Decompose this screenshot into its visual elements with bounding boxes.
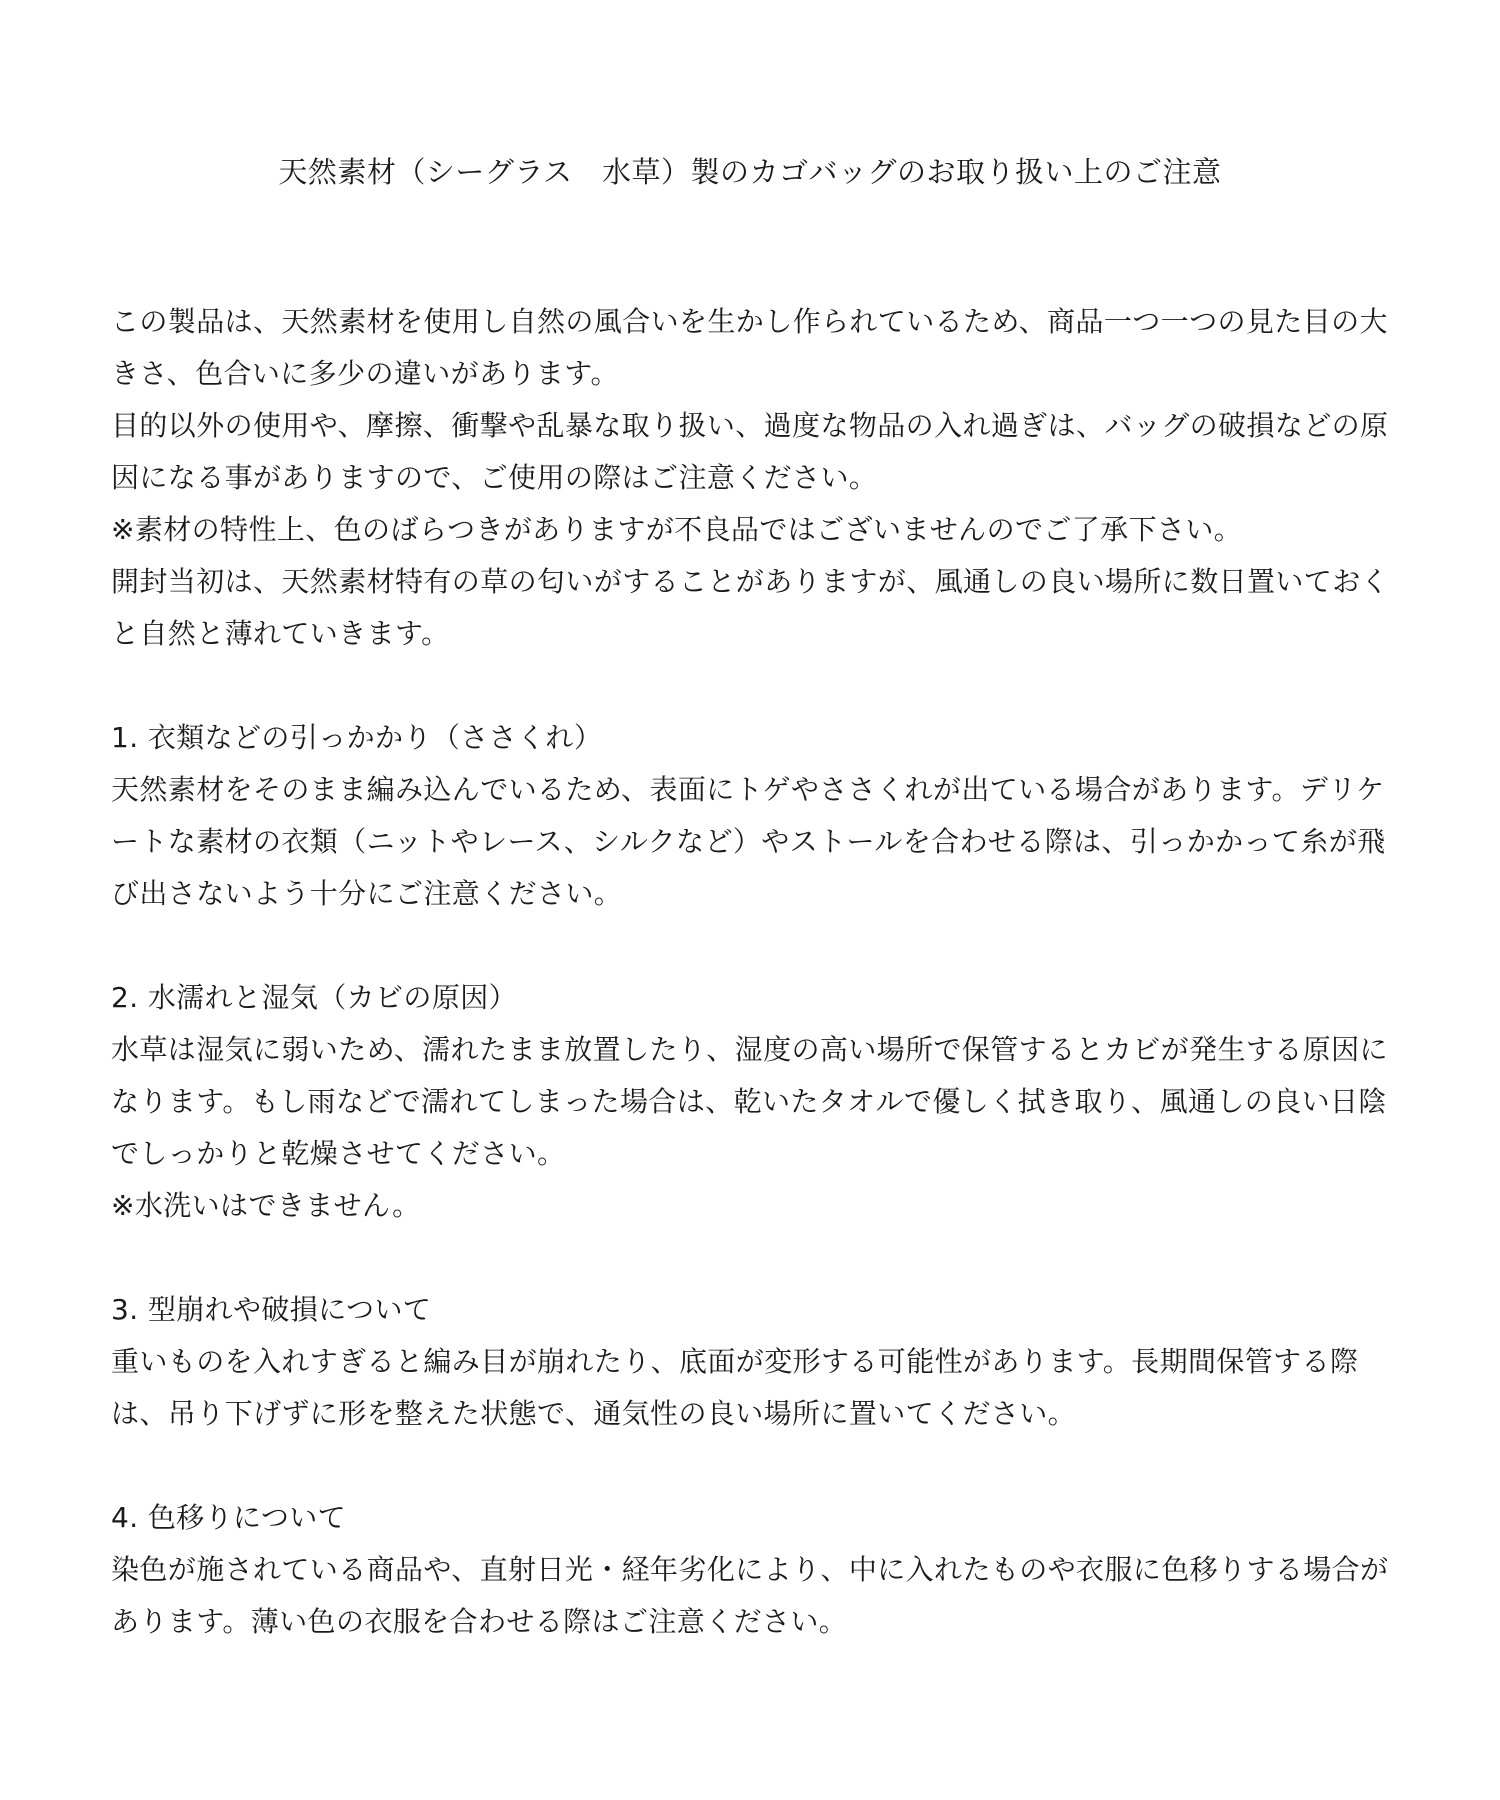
section-note: ※水洗いはできません。 — [111, 1189, 421, 1222]
section-paragraph: 重いものを入れすぎると編み目が崩れたり、底面が変形する可能性があります。長期間保管する際は、吊り下げずに形を整えた状態で、通気性の良い場所に置いてください。 — [111, 1345, 1359, 1430]
section-paragraph: 染色が施されている商品や、直射日光・経年劣化により、中に入れたものや衣服に色移りする場合があります。薄い色の衣服を合わせる際はご注意ください。 — [111, 1553, 1389, 1638]
section-heading: 4. 色移りについて — [111, 1501, 347, 1534]
intro-paragraph: この製品は、天然素材を使用し自然の風合いを生かし作られているため、商品一つ一つの見た目の大きさ、色合いに多少の違いがあります。 — [111, 305, 1388, 390]
document-body — [111, 296, 1393, 1648]
section-heading: 2. 水濡れと湿気（カビの原因） — [111, 981, 518, 1014]
intro-paragraph: 目的以外の使用や、摩擦、衝撃や乱暴な取り扱い、過度な物品の入れ過ぎは、バッグの破損などの原因になる事がありますので、ご使用の際はご注意ください。 — [111, 409, 1389, 494]
section-paragraph: 天然素材をそのまま編み込んでいるため、表面にトゲやささくれが出ている場合があります。デリケートな素材の衣類（ニットやレース、シルクなど）やストールを合わせる際は、引っかかって糸が飛び出さないよう十分にご注意ください。 — [111, 773, 1386, 910]
section-snagging — [111, 712, 1393, 920]
intro-block — [111, 296, 1393, 660]
section-deformation — [111, 1284, 1393, 1440]
intro-paragraph: 開封当初は、天然素材特有の草の匂いがすることがありますが、風通しの良い場所に数日置いておくと自然と薄れていきます。 — [111, 565, 1390, 650]
section-heading: 1. 衣類などの引っかかり（ささくれ） — [111, 721, 603, 754]
section-moisture — [111, 972, 1393, 1232]
page-title: 天然素材（シーグラス 水草）製のカゴバッグのお取り扱い上のご注意 — [278, 155, 1222, 189]
section-paragraph: 水草は湿気に弱いため、濡れたまま放置したり、湿度の高い場所で保管するとカビが発生する原因になります。もし雨などで濡れてしまった場合は、乾いたタオルで優しく拭き取り、風通しの良い日陰でしっかりと乾燥させてください。 — [111, 1033, 1388, 1170]
section-color-transfer — [111, 1492, 1393, 1648]
section-heading: 3. 型崩れや破損について — [111, 1293, 432, 1326]
intro-note: ※素材の特性上、色のばらつきがありますが不良品ではございませんのでご了承下さい。 — [111, 513, 1243, 546]
